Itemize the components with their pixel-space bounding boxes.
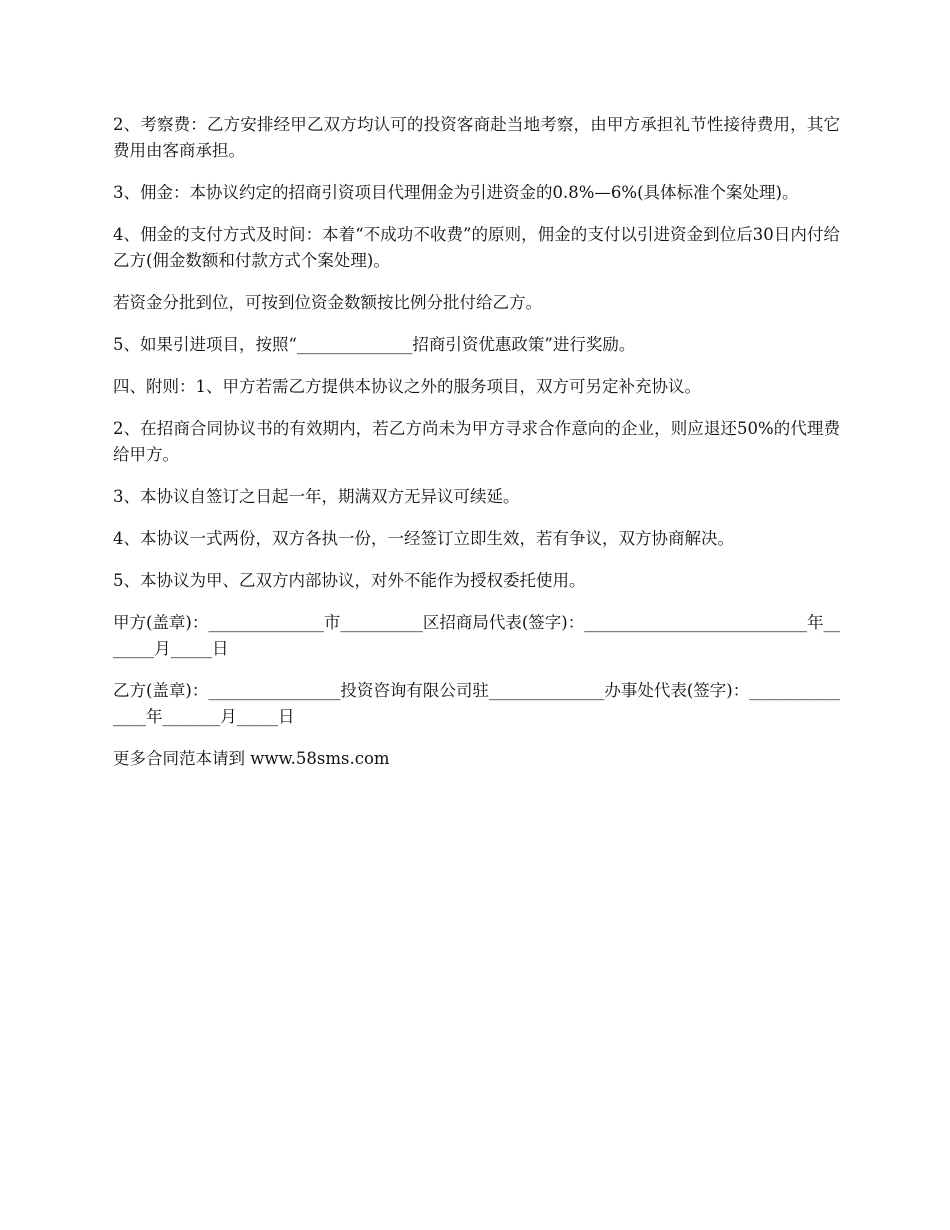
clause-inspection-fee: 2、考察费：乙方安排经甲乙双方均认可的投资客商赴当地考察，由甲方承担礼节性接待费用，其它费用由客商承担。 bbox=[113, 115, 840, 160]
clause-commission: 3、佣金：本协议约定的招商引资项目代理佣金为引进资金的0.8%—6%(具体标准个案处理)。 bbox=[113, 183, 799, 202]
clause-installment-payment: 若资金分批到位，可按到位资金数额按比例分批付给乙方。 bbox=[113, 293, 542, 312]
clause-incentive: 5、如果引进项目，按照“______________招商引资优惠政策”进行奖励。 bbox=[113, 335, 636, 354]
footer-more-templates: 更多合同范本请到 www.58sms.com bbox=[113, 749, 390, 768]
clause-internal-use: 5、本协议为甲、乙双方内部协议，对外不能作为授权委托使用。 bbox=[113, 571, 586, 590]
clause-commission-payment: 4、佣金的支付方式及时间：本着“不成功不收费”的原则，佣金的支付以引进资金到位后30日内付给乙方(佣金数额和付款方式个案处理)。 bbox=[113, 225, 840, 270]
clause-refund: 2、在招商合同协议书的有效期内，若乙方尚未为甲方寻求合作意向的企业，则应退还50%的代理费给甲方。 bbox=[113, 419, 840, 464]
clause-term: 3、本协议自签订之日起一年，期满双方无异议可续延。 bbox=[113, 487, 520, 506]
clause-copies: 4、本协议一式两份，双方各执一份，一经签订立即生效，若有争议，双方协商解决。 bbox=[113, 529, 734, 548]
signature-party-b: 乙方(盖章)：________________投资咨询有限公司驻______________办事处代表(签字)：_______________年_______月_____日 bbox=[113, 681, 840, 726]
clause-appendix-services: 四、附则：1、甲方若需乙方提供本协议之外的服务项目，双方可另定补充协议。 bbox=[113, 377, 701, 396]
signature-party-a: 甲方(盖章)：______________市__________区招商局代表(签字)：___________________________年_______月_____日 bbox=[113, 613, 840, 658]
